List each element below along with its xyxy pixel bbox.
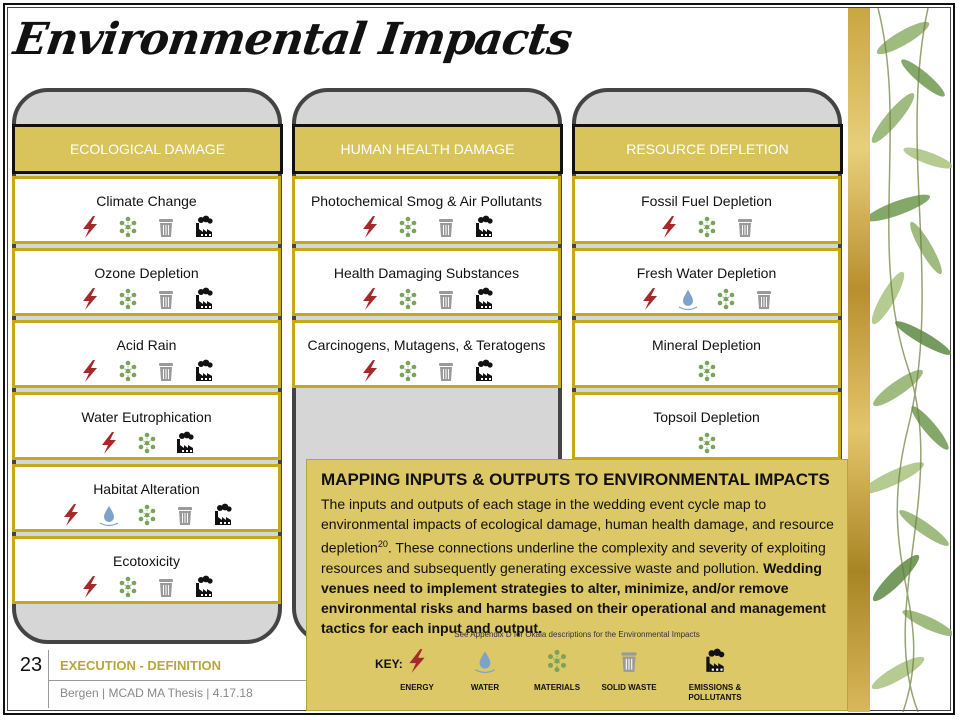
materials-icon (695, 215, 719, 239)
callout-text-bold: Wedding venues need to implement strategies to alter, minimize, and/or remove environmental risks and harms based on their operational and management tactics for each input and output. (321, 559, 826, 636)
impact-card (12, 176, 281, 244)
materials-icon (116, 575, 140, 599)
key-item-label: EMISSIONS & POLLUTANTS (688, 683, 742, 702)
impact-card-icons (15, 575, 278, 599)
water-drop-icon (97, 503, 121, 527)
trash-can-icon (154, 287, 178, 311)
impact-card-icons (15, 215, 278, 239)
impact-card (12, 392, 281, 460)
water-drop-icon (676, 287, 700, 311)
materials-icon (695, 431, 719, 455)
impact-card (292, 248, 561, 316)
impact-card-icons (15, 359, 278, 383)
energy-icon (78, 287, 102, 311)
impact-card-label: Photochemical Smog & Air Pollutants (310, 193, 543, 209)
column-header-resource: RESOURCE DEPLETION (572, 124, 843, 174)
trash-can-icon (173, 503, 197, 527)
trash-can-icon (434, 359, 458, 383)
impact-card-label: Mineral Depletion (652, 337, 761, 353)
column-header-human-health: HUMAN HEALTH DAMAGE (292, 124, 563, 174)
column-header-ecological: ECOLOGICAL DAMAGE (12, 124, 283, 174)
energy-icon (97, 431, 121, 455)
impact-card-icons (575, 287, 838, 311)
impact-card-icons (295, 359, 558, 383)
impact-card-label: Carcinogens, Mutagens, & Teratogens (307, 337, 546, 353)
impact-card (12, 320, 281, 388)
factory-emissions-icon (472, 215, 496, 239)
impact-card (572, 320, 841, 388)
energy-icon (358, 359, 382, 383)
materials-icon (714, 287, 738, 311)
factory-emissions-icon (702, 648, 728, 674)
factory-emissions-icon (472, 287, 496, 311)
key-item-label: MATERIALS (533, 683, 581, 692)
footer-divider-vertical (48, 650, 49, 708)
trash-can-icon (154, 215, 178, 239)
impact-card (572, 392, 841, 460)
impact-card-icons (575, 359, 838, 383)
materials-icon (135, 431, 159, 455)
energy-icon (404, 648, 430, 674)
factory-emissions-icon (192, 575, 216, 599)
key-item-solid-waste (584, 648, 674, 693)
impact-card-label: Climate Change (96, 193, 197, 209)
trash-can-icon (752, 287, 776, 311)
materials-icon (396, 287, 420, 311)
key-item-label: SOLID WASTE (601, 683, 657, 692)
callout-text-part2: . These connections underline the complexity and severity of exploiting resources and subsequently generating excessive waste and pollution. (321, 539, 826, 576)
impact-card (292, 320, 561, 388)
impact-card-icons (15, 503, 278, 527)
energy-icon (358, 287, 382, 311)
trash-can-icon (434, 287, 458, 311)
factory-emissions-icon (192, 287, 216, 311)
impact-card-label: Habitat Alteration (93, 481, 200, 497)
impact-card-label: Topsoil Depletion (653, 409, 760, 425)
materials-icon (396, 359, 420, 383)
callout-title: MAPPING INPUTS & OUTPUTS TO ENVIRONMENTAL IMPACTS (321, 470, 830, 489)
callout-reference: 20 (377, 539, 388, 549)
page-number: 23 (19, 654, 43, 676)
key-item-label: ENERGY (400, 683, 434, 692)
water-drop-icon (472, 648, 498, 674)
trash-can-icon (733, 215, 757, 239)
factory-emissions-icon (192, 215, 216, 239)
footer-credit: Bergen | MCAD MA Thesis | 4.17.18 (60, 686, 253, 700)
page-title: Environmental Impacts (10, 14, 575, 65)
footer-section-label: EXECUTION - DEFINITION (60, 658, 222, 673)
impact-card (572, 248, 841, 316)
impact-card-label: Fresh Water Depletion (636, 265, 777, 281)
trash-can-icon (154, 575, 178, 599)
factory-emissions-icon (173, 431, 197, 455)
factory-emissions-icon (211, 503, 235, 527)
trash-can-icon (434, 215, 458, 239)
impact-card-label: Ecotoxicity (113, 553, 180, 569)
impact-card (12, 536, 281, 604)
impact-card-label: Fossil Fuel Depletion (641, 193, 772, 209)
energy-icon (657, 215, 681, 239)
impact-card-icons (575, 215, 838, 239)
energy-icon (78, 575, 102, 599)
mapping-callout (306, 459, 848, 711)
callout-text (321, 494, 841, 638)
gold-strip-decoration (848, 8, 870, 712)
materials-icon (116, 287, 140, 311)
impact-card-label: Acid Rain (116, 337, 177, 353)
materials-icon (116, 215, 140, 239)
impact-card-label: Health Damaging Substances (333, 265, 520, 281)
impact-card (12, 248, 281, 316)
impact-card (292, 176, 561, 244)
impact-card-icons (295, 215, 558, 239)
materials-icon (116, 359, 140, 383)
impact-card-icons (295, 287, 558, 311)
materials-icon (396, 215, 420, 239)
impact-card (12, 464, 281, 532)
key-label: KEY: (375, 657, 403, 671)
energy-icon (358, 215, 382, 239)
energy-icon (638, 287, 662, 311)
key-item-emissions (670, 648, 760, 703)
callout-text-part1: The inputs and outputs of each stage in the wedding event cycle map to environmental impacts of ecological damage, human health damage, and resource depletion (321, 496, 834, 556)
factory-emissions-icon (472, 359, 496, 383)
impact-card-icons (15, 287, 278, 311)
impact-card (572, 176, 841, 244)
materials-icon (135, 503, 159, 527)
footer-divider-horizontal (48, 680, 306, 681)
appendix-note: See Appendix D for Okala descriptions for the Environmental Impacts (454, 630, 700, 639)
impact-card-label: Ozone Depletion (94, 265, 199, 281)
impact-card-label: Water Eutrophication (81, 409, 212, 425)
materials-icon (695, 359, 719, 383)
materials-icon (544, 648, 570, 674)
energy-icon (59, 503, 83, 527)
key-item-label: WATER (470, 683, 500, 692)
impact-card-icons (575, 431, 838, 455)
trash-can-icon (616, 648, 642, 674)
energy-icon (78, 359, 102, 383)
factory-emissions-icon (192, 359, 216, 383)
impact-card-icons (15, 431, 278, 455)
trash-can-icon (154, 359, 178, 383)
energy-icon (78, 215, 102, 239)
